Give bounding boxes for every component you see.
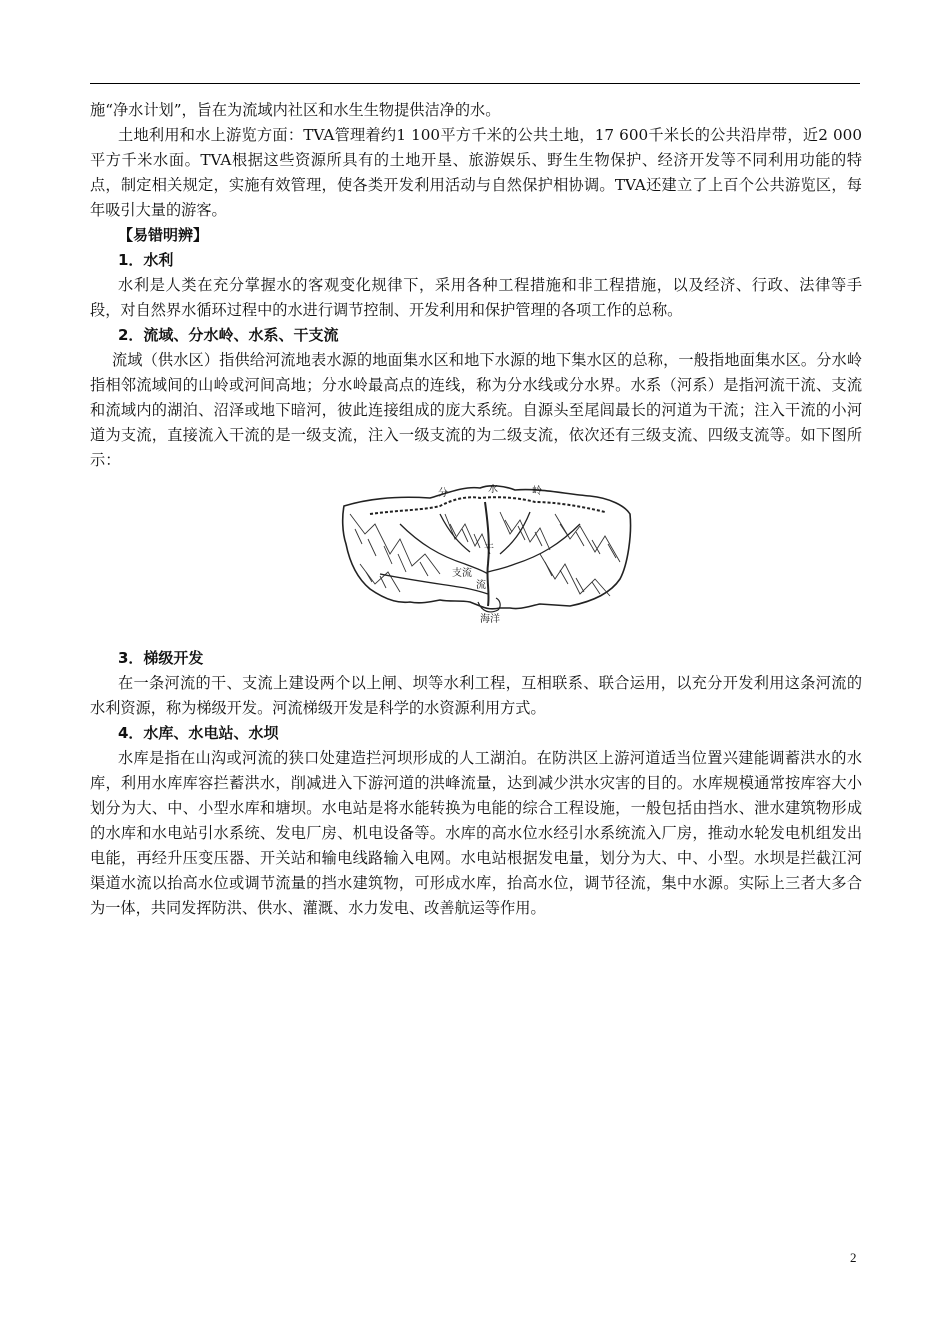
section-title: 【易错明辨】 [118, 226, 209, 244]
paragraph-4: 水库是指在山沟或河流的狭口处建造拦河坝形成的人工湖泊。在防洪区上游河道适当位置兴建能调蓄洪水的水库，利用水库库容拦蓄洪水，削减进入下游河道的洪峰流量，达到减少洪水灾害的目的。水库规模通常按库容大小划分为大、中、小型水库和塘坝。水电站是将水能转换为电能的综合工程设施，一般包括由挡水、泄水建筑物形成的水库和水电站引水系统、发电厂房、机电设备等。水库的高水位水经引水系统流入厂房，推动水轮发电机组发出电能，再经升压变压器、开关站和输电线路输入电网。水电站根据发电量，划分为大、中、小型。水坝是拦截江河渠道水流以抬高水位或调节流量的挡水建筑物，可形成水库，抬高水位，调节径流，集中水源。实际上三者大多合为一体，共同发挥防洪、供水、灌溉、水力发电、改善航运等作用。 [90, 749, 862, 917]
heading-2: 2．流域、分水岭、水系、干支流 [118, 326, 339, 344]
header-rule [90, 83, 860, 84]
label-liu: 流 [476, 580, 486, 591]
label-fen: 分 [438, 488, 448, 499]
label-ling: 岭 [532, 486, 542, 497]
heading-3: 3．梯级开发 [118, 649, 204, 667]
ridge-line [370, 497, 605, 514]
heading-4: 4．水库、水电站、水坝 [118, 724, 279, 742]
paragraph-intro-continuation: 施“净水计划”，旨在为流域内社区和水生生物提供洁净的水。 [90, 101, 501, 119]
watershed-diagram [340, 484, 632, 624]
text-block-bottom [90, 646, 862, 921]
label-shui: 水 [488, 484, 498, 495]
paragraph-2: 流域（供水区）指供给河流地表水源的地面集水区和地下水源的地下集水区的总称，一般指地面集水区。分水岭指相邻流域间的山岭或河间高地；分水岭最高点的连线，称为分水线或分水界。水系（河系）是指河流干流、支流和流域内的湖泊、沼泽或地下暗河，彼此连接组成的庞大系统。自源头至尾闾最长的河道为干流；注入干流的小河道为支流，直接流入干流的是一级支流，注入一级支流的为二级支流，依次还有三级支流、四级支流等。如下图所示： [90, 351, 862, 469]
label-gan: 干 [484, 544, 494, 555]
label-zhiliu: 支流 [452, 568, 472, 579]
label-haiyang: 海洋 [480, 614, 500, 624]
text-block-top [90, 98, 862, 473]
paragraph-3: 在一条河流的干、支流上建设两个以上闸、坝等水利工程，互相联系、联合运用，以充分开发利用这条河流的水利资源，称为梯级开发。河流梯级开发是科学的水资源利用方式。 [90, 674, 862, 717]
paragraph-1: 水利是人类在充分掌握水的客观变化规律下，采用各种工程措施和非工程措施，以及经济、行政、法律等手段，对自然界水循环过程中的水进行调节控制、开发利用和保护管理的各项工作的总称。 [90, 276, 862, 319]
paragraph-land-use: 土地利用和水上游览方面：TVA管理着约1 100平方千米的公共土地，17 600千米长的公共沿岸带，近2 000平方千米水面。TVA根据这些资源所具有的土地开垦、旅游娱乐、野生生物保护、经济开发等不同利用功能的特点，制定相关规定，实施有效管理，使各类开发利用活动与自然保护相协调。TVA还建立了上百个公共游览区，每年吸引大量的游客。 [90, 126, 862, 219]
page-number: 2 [850, 1250, 857, 1265]
heading-1: 1．水利 [118, 251, 174, 269]
